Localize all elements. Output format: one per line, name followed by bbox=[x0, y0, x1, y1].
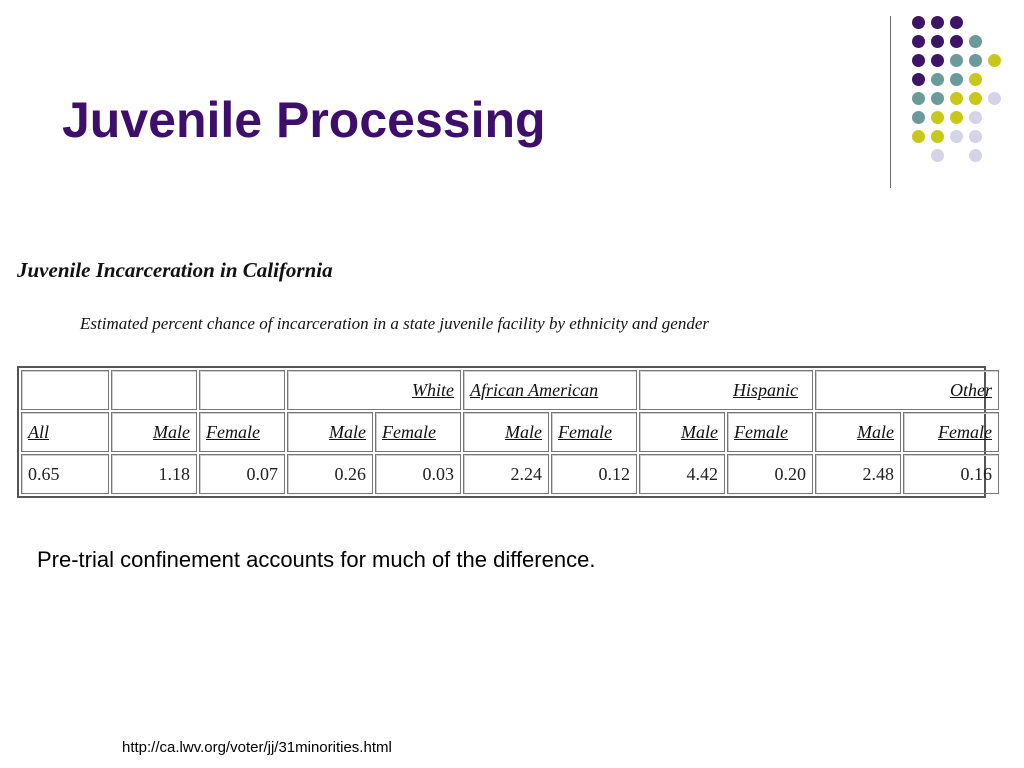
group-header-other[interactable]: Other bbox=[815, 370, 999, 410]
table-cell: 2.48 bbox=[815, 454, 901, 494]
decorative-dot-grid bbox=[0, 0, 1024, 200]
table-cell: 0.26 bbox=[287, 454, 373, 494]
decor-dot bbox=[931, 130, 944, 143]
group-header-african-american[interactable]: African American bbox=[463, 370, 637, 410]
table-header-cell bbox=[21, 370, 109, 410]
decor-dot bbox=[912, 16, 925, 29]
decor-dot bbox=[931, 16, 944, 29]
group-header-hispanic[interactable]: Hispanic bbox=[639, 370, 813, 410]
column-header-white-female[interactable]: Female bbox=[375, 412, 461, 452]
decor-dot bbox=[950, 54, 963, 67]
column-header-all[interactable]: All bbox=[21, 412, 109, 452]
slide-title: Juvenile Processing bbox=[62, 92, 546, 148]
incarceration-table bbox=[17, 366, 992, 498]
decor-dot bbox=[912, 35, 925, 48]
decor-dot bbox=[950, 92, 963, 105]
decor-dot bbox=[950, 35, 963, 48]
table-cell: 0.16 bbox=[903, 454, 999, 494]
table-header-cell bbox=[199, 370, 285, 410]
decor-dot bbox=[969, 35, 982, 48]
table-cell: 0.65 bbox=[21, 454, 109, 494]
table-cell: 4.42 bbox=[639, 454, 725, 494]
decor-dot bbox=[931, 111, 944, 124]
decor-dot bbox=[950, 111, 963, 124]
column-header-female[interactable]: Female bbox=[199, 412, 285, 452]
decor-dot bbox=[969, 54, 982, 67]
decor-dot bbox=[969, 73, 982, 86]
table-column-header-row bbox=[21, 412, 999, 452]
source-link[interactable]: http://ca.lwv.org/voter/jj/31minorities.html bbox=[122, 739, 392, 756]
column-header-hispanic-male[interactable]: Male bbox=[639, 412, 725, 452]
column-header-african-american-male[interactable]: Male bbox=[463, 412, 549, 452]
decor-dot bbox=[950, 73, 963, 86]
table-cell: 2.24 bbox=[463, 454, 549, 494]
decor-dot bbox=[931, 92, 944, 105]
column-header-white-male[interactable]: Male bbox=[287, 412, 373, 452]
table-cell: 0.12 bbox=[551, 454, 637, 494]
decor-dot bbox=[969, 149, 982, 162]
group-header-white[interactable]: White bbox=[287, 370, 461, 410]
table-header-cell bbox=[111, 370, 197, 410]
decor-dot bbox=[931, 54, 944, 67]
slide-caption: Pre-trial confinement accounts for much of the difference. bbox=[37, 547, 596, 572]
column-header-male[interactable]: Male bbox=[111, 412, 197, 452]
decor-dot bbox=[969, 130, 982, 143]
decor-dot bbox=[969, 111, 982, 124]
column-header-hispanic-female[interactable]: Female bbox=[727, 412, 813, 452]
decor-dot bbox=[950, 130, 963, 143]
table-cell: 1.18 bbox=[111, 454, 197, 494]
column-header-other-male[interactable]: Male bbox=[815, 412, 901, 452]
decor-dot bbox=[912, 54, 925, 67]
figure-title: Juvenile Incarceration in California bbox=[17, 258, 333, 282]
decor-dot bbox=[912, 130, 925, 143]
decor-dot bbox=[950, 16, 963, 29]
decor-dot bbox=[969, 92, 982, 105]
decor-dot bbox=[988, 54, 1001, 67]
table-cell: 0.07 bbox=[199, 454, 285, 494]
decor-dot bbox=[931, 149, 944, 162]
decor-dot bbox=[912, 73, 925, 86]
decor-dot bbox=[912, 111, 925, 124]
decor-dot bbox=[931, 73, 944, 86]
table-row bbox=[21, 454, 999, 494]
column-header-other-female[interactable]: Female bbox=[903, 412, 999, 452]
table-cell: 0.20 bbox=[727, 454, 813, 494]
decor-dot bbox=[912, 92, 925, 105]
table-cell: 0.03 bbox=[375, 454, 461, 494]
figure-subtitle: Estimated percent chance of incarceration in a state juvenile facility by ethnicity and gender bbox=[80, 314, 709, 333]
column-header-african-american-female[interactable]: Female bbox=[551, 412, 637, 452]
table-group-header-row bbox=[21, 370, 999, 410]
decor-dot bbox=[931, 35, 944, 48]
decor-dot bbox=[988, 92, 1001, 105]
